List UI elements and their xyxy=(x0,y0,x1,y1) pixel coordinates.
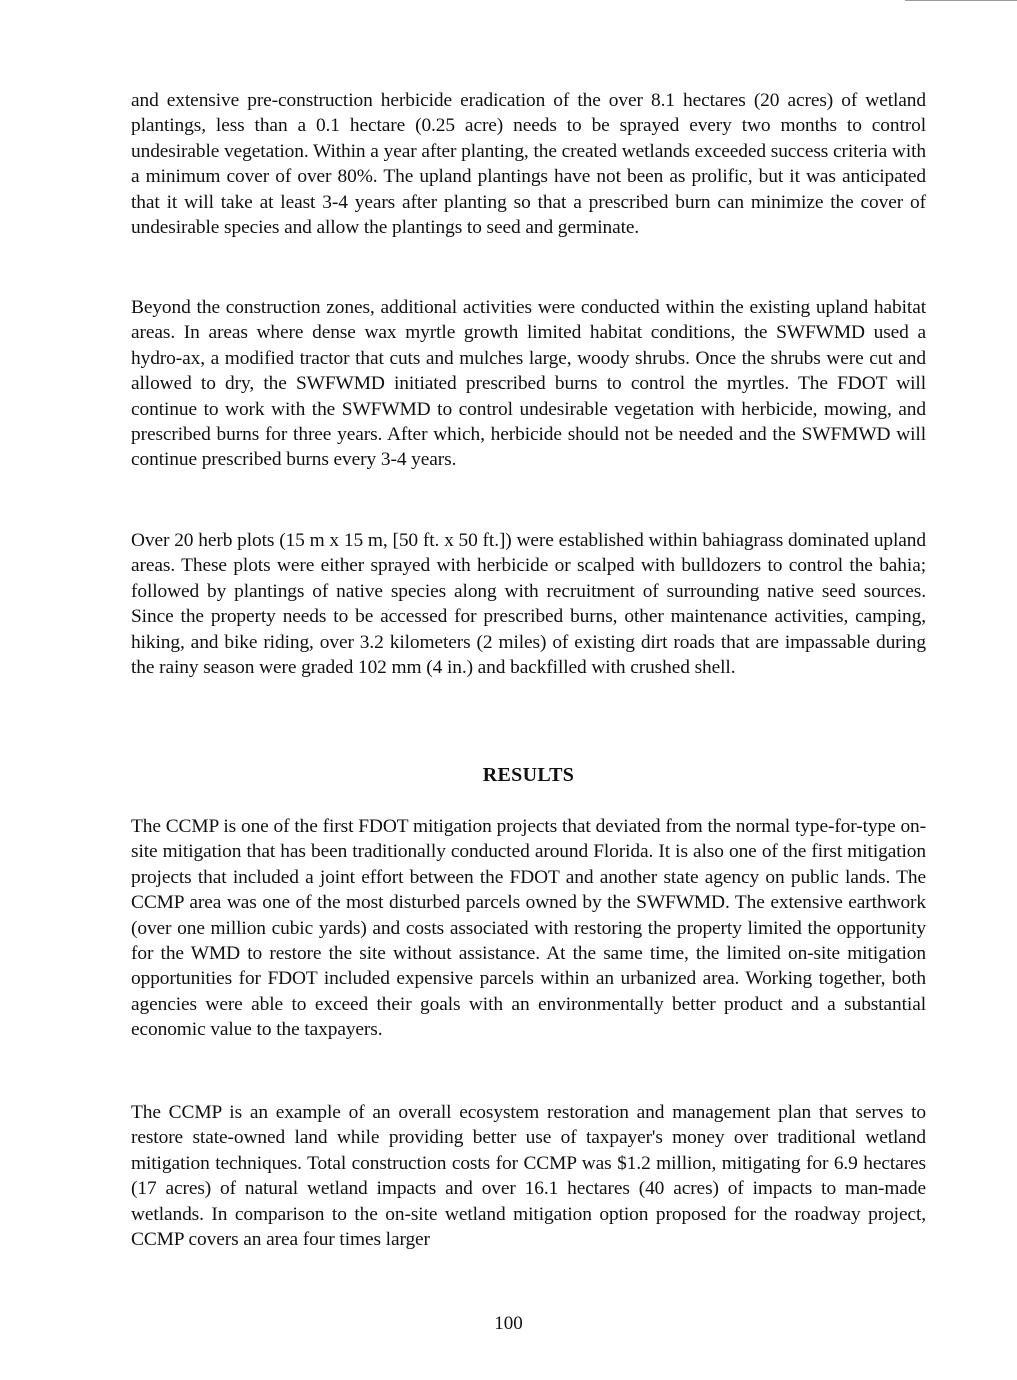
page-number: 100 xyxy=(494,1313,523,1334)
results-heading: RESULTS xyxy=(482,764,575,786)
paragraph-upland-habitat: Beyond the construction zones, additional activities were conducted within the existing upland habitat areas. In areas where dense wax myrtle growth limited habitat conditions, the SWFWMD used a hydro-ax, a modified tractor that cuts and mulches large, woody shrubs. Once the shrubs were cut and allowed to dry, the SWFWMD initiated prescribed burns to control the myrtles. The FDOT will continue to work with the SWFWMD to control undesirable vegetation with herbicide, mowing, and prescribed burns for three years. After which, herbicide should not be needed and the SWFMWD will continue prescribed burns every 3-4 years. xyxy=(131,297,926,471)
paragraph-herb-plots: Over 20 herb plots (15 m x 15 m, [50 ft. x 50 ft.]) were established within bahiagrass dominated upland areas. These plots were either sprayed with herbicide or scalped with bulldozers to control the bahia; followed by plantings of native species along with recruitment of surrounding native seed sources. Since the property needs to be accessed for prescribed burns, other maintenance activities, camping, hiking, and bike riding, over 3.2 kilometers (2 miles) of existing dirt roads that are impassable during the rainy season were graded 102 mm (4 in.) and backfilled with crushed shell. xyxy=(131,530,926,679)
paragraph-results-ccmp: The CCMP is one of the first FDOT mitigation projects that deviated from the normal type-for-type on-site mitigation that has been traditionally conducted around Florida. It is also one of the first mitigation projects that included a joint effort between the FDOT and another state agency on public lands. The CCMP area was one of the most disturbed parcels owned by the SWFWMD. The extensive earthwork (over one million cubic yards) and costs associated with restoring the property limited the opportunity for the WMD to restore the site without assistance. At the same time, the limited on-site mitigation opportunities for FDOT included expensive parcels within an urbanized area. Working together, both agencies were able to exceed their goals with an environmentally better product and a substantial economic value to the taxpayers. xyxy=(131,816,926,1041)
top-edge-rule xyxy=(905,0,1017,1)
paragraph-vegetation-control: and extensive pre-construction herbicide eradication of the over 8.1 hectares (20 acres) of wetland plantings, less than a 0.1 hectare (0.25 acre) needs to be sprayed every two months to control undesirable vegetation. Within a year after planting, the created wetlands exceeded success criteria with a minimum cover of over 80%. The upland plantings have not been as prolific, but it was anticipated that it will take at least 3-4 years after planting so that a prescribed burn can minimize the cover of undesirable species and allow the plantings to seed and germinate. xyxy=(131,90,926,239)
paragraph-ecosystem-restoration: The CCMP is an example of an overall ecosystem restoration and management plan that serves to restore state-owned land while providing better use of taxpayer's money over traditional wetland mitigation techniques. Total construction costs for CCMP was $1.2 million, mitigating for 6.9 hectares (17 acres) of natural wetland impacts and over 16.1 hectares (40 acres) of impacts to man-made wetlands. In comparison to the on-site wetland mitigation option proposed for the roadway project, CCMP covers an area four times larger xyxy=(131,1102,926,1251)
